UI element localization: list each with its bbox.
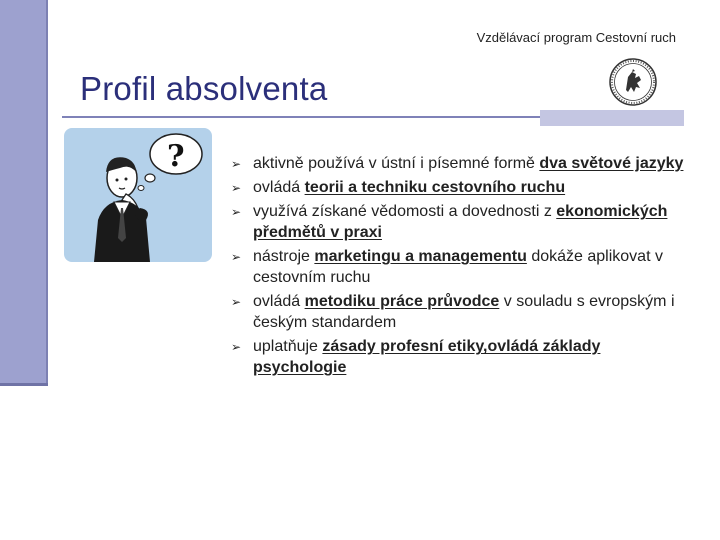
seal-icon (608, 57, 658, 107)
bullet-text: uplatňuje (253, 338, 323, 355)
bullet-text: ovládá (253, 293, 305, 310)
arrow-bullet-icon: ➢ (231, 340, 242, 354)
list-item (231, 177, 691, 198)
graduate-profile-list (231, 153, 691, 381)
side-accent-foot (0, 383, 48, 386)
title-underline-block (540, 110, 684, 126)
key-phrase: zásady profesní etiky,ovládá základy psychologie (253, 338, 601, 376)
bullet-text: ovládá (253, 179, 305, 196)
side-accent-edge (46, 0, 48, 386)
title-underline (62, 116, 540, 118)
arrow-bullet-icon: ➢ (231, 205, 242, 219)
bullet-text: v souladu s evropským i českým standardem (253, 293, 675, 331)
list-item (231, 153, 691, 174)
list-item (231, 201, 691, 243)
svg-text:?: ? (167, 139, 185, 174)
list-item (231, 336, 691, 378)
side-accent-bar (0, 0, 46, 386)
key-phrase: dva světové jazyky (539, 155, 684, 172)
arrow-bullet-icon: ➢ (231, 181, 242, 195)
key-phrase: ekonomických předmětů v praxi (253, 203, 668, 241)
bullet-text: nástroje (253, 248, 315, 265)
list-item (231, 246, 691, 288)
slide-title: Profil absolventa (80, 70, 328, 107)
bullet-text: využívá získané vědomosti a dovednosti z (253, 203, 557, 220)
thinking-person-illustration (64, 128, 212, 262)
arrow-bullet-icon: ➢ (231, 157, 242, 171)
arrow-bullet-icon: ➢ (231, 295, 242, 309)
bullet-text: dokáže aplikovat v cestovním ruchu (253, 248, 663, 286)
key-phrase: marketingu a managementu (314, 248, 527, 265)
program-header: Vzdělávací program Cestovní ruch (476, 30, 676, 45)
key-phrase: metodiku práce průvodce (304, 293, 500, 310)
key-phrase: teorii a techniku cestovního ruchu (304, 179, 566, 196)
list-item (231, 291, 691, 333)
arrow-bullet-icon: ➢ (231, 250, 242, 264)
bullet-text: aktivně používá v ústní i písemné formě (253, 155, 540, 172)
